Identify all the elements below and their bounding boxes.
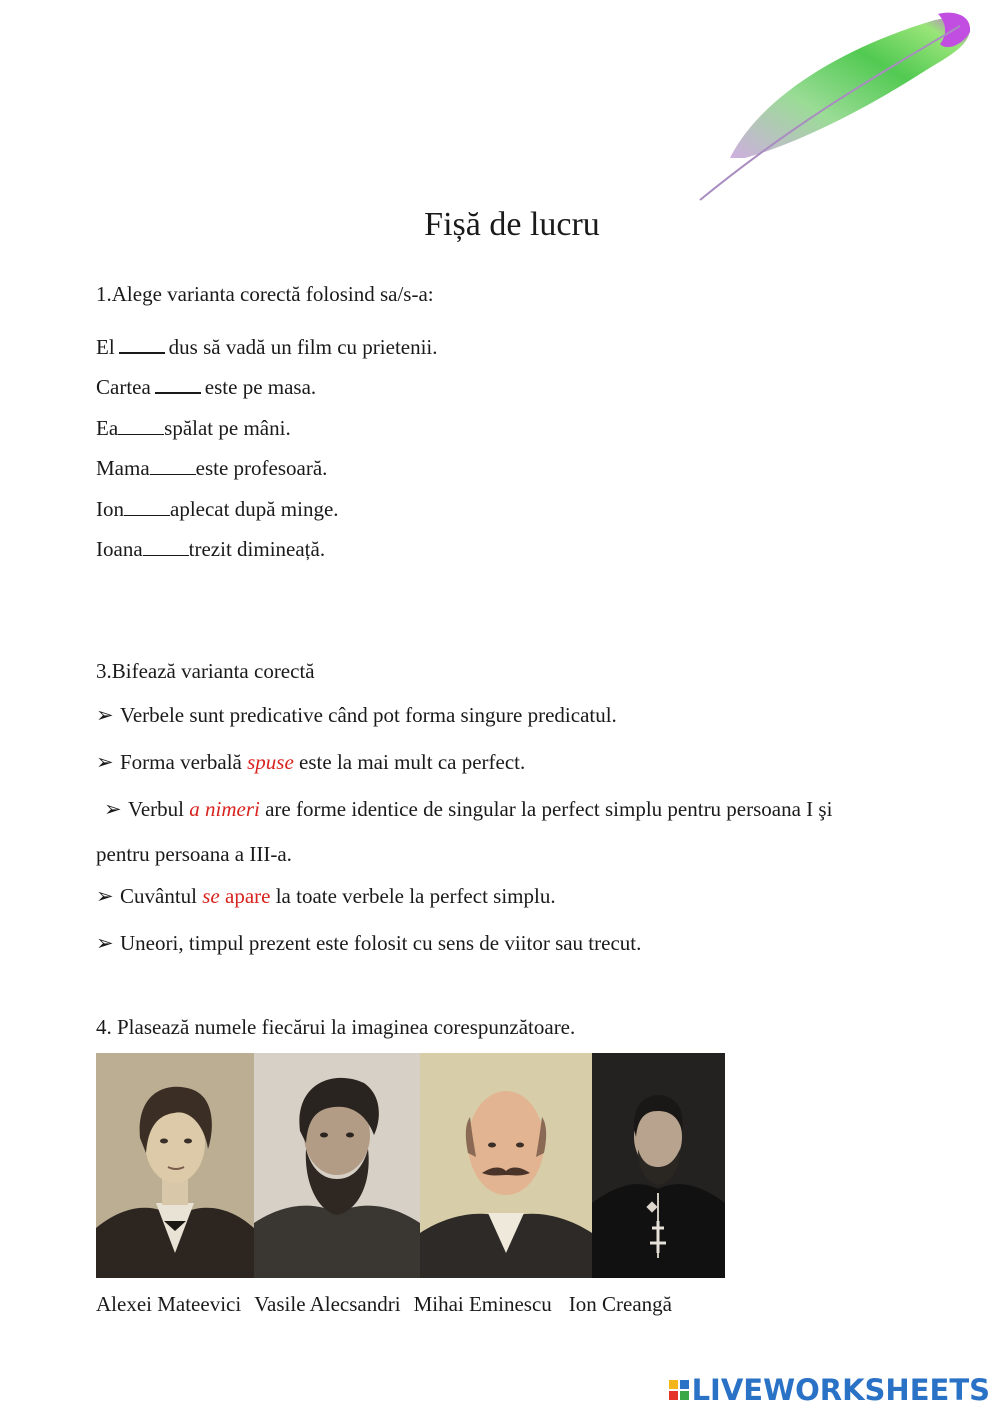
ex1-item-start: Ea — [96, 416, 119, 440]
ex1-item — [96, 537, 325, 562]
statement-text: Verbul — [128, 797, 190, 821]
ex3-heading: 3.Bifează varianta corectă — [96, 659, 315, 683]
portrait-3[interactable] — [420, 1053, 592, 1278]
statement-text: la toate verbele la perfect simplu. — [270, 884, 556, 908]
statement-text: Forma verbală — [120, 750, 248, 774]
arrow-bullet-icon: ➢ — [96, 931, 114, 955]
ex1-item — [96, 497, 339, 522]
ex1-item — [96, 335, 438, 360]
feather-decoration — [690, 8, 980, 208]
ex3-statement[interactable] — [96, 884, 556, 909]
answer-blank[interactable] — [150, 458, 196, 475]
portrait-1[interactable] — [96, 1053, 254, 1278]
arrow-bullet-icon: ➢ — [104, 797, 122, 821]
highlighted-word: se — [202, 884, 220, 908]
ex1-item — [96, 416, 291, 441]
logo-icon — [669, 1380, 689, 1400]
arrow-bullet-icon: ➢ — [96, 750, 114, 774]
ex1-heading: 1.Alege varianta corectă folosind sa/s-a: — [96, 282, 434, 306]
portrait-4[interactable] — [592, 1053, 725, 1278]
page-title: Fișă de lucru — [424, 206, 600, 243]
ex3-statement[interactable] — [96, 931, 641, 956]
ex3-statement[interactable] — [96, 703, 617, 728]
ex4-heading: 4. Plasează numele fiecărui la imaginea corespunzătoare. — [96, 1015, 576, 1039]
statement-text: este la mai mult ca perfect. — [293, 750, 526, 774]
ex1-item-start: El — [96, 335, 115, 359]
ex1-item-start: Cartea — [96, 375, 151, 399]
ex1-item-start: Ioana — [96, 537, 143, 561]
highlighted-word: spuse — [247, 750, 294, 774]
name-options — [96, 1292, 685, 1317]
statement-text: Cuvântul — [120, 884, 203, 908]
name-option[interactable]: Mihai Eminescu — [413, 1292, 552, 1316]
ex3-statement[interactable] — [104, 797, 832, 822]
arrow-bullet-icon: ➢ — [96, 884, 114, 908]
ex1-item — [96, 456, 327, 481]
name-option[interactable]: Alexei Mateevici — [96, 1292, 242, 1316]
statement-text: are forme identice de singular la perfect simplu pentru persoana I şi — [259, 797, 833, 821]
logo-text: LIVEWORKSHEETS — [691, 1373, 990, 1407]
ex1-item-end: este profesoară. — [195, 456, 328, 480]
liveworksheets-logo — [669, 1374, 990, 1406]
ex1-item-end: este pe masa. — [204, 375, 317, 399]
ex1-item-start: Mama — [96, 456, 150, 480]
answer-blank[interactable] — [155, 376, 201, 394]
portrait-strip — [96, 1053, 725, 1278]
ex1-item — [96, 375, 316, 400]
portrait-2[interactable] — [254, 1053, 420, 1278]
answer-blank[interactable] — [119, 336, 165, 354]
ex1-item-end: aplecat după minge. — [170, 497, 339, 521]
name-option[interactable]: Ion Creangă — [568, 1292, 673, 1316]
ex1-item-end: spălat pe mâni. — [164, 416, 291, 440]
ex1-item-end: trezit dimineață. — [188, 537, 326, 561]
ex1-item-start: Ion — [96, 497, 124, 521]
ex1-item-end: dus să vadă un film cu prietenii. — [168, 335, 438, 359]
answer-blank[interactable] — [143, 539, 189, 556]
arrow-bullet-icon: ➢ — [96, 703, 114, 727]
ex3-statement[interactable] — [96, 750, 525, 775]
name-option[interactable]: Vasile Alecsandri — [254, 1292, 401, 1316]
highlighted-word: apare — [219, 884, 271, 908]
statement-text: Verbele sunt predicative când pot forma singure predicatul. — [120, 703, 617, 727]
statement-text: Uneori, timpul prezent este folosit cu sens de viitor sau trecut. — [120, 931, 642, 955]
answer-blank[interactable] — [118, 418, 164, 435]
answer-blank[interactable] — [124, 499, 170, 516]
highlighted-word: a nimeri — [189, 797, 260, 821]
ex3-statement-continuation: pentru persoana a III-a. — [96, 842, 292, 866]
